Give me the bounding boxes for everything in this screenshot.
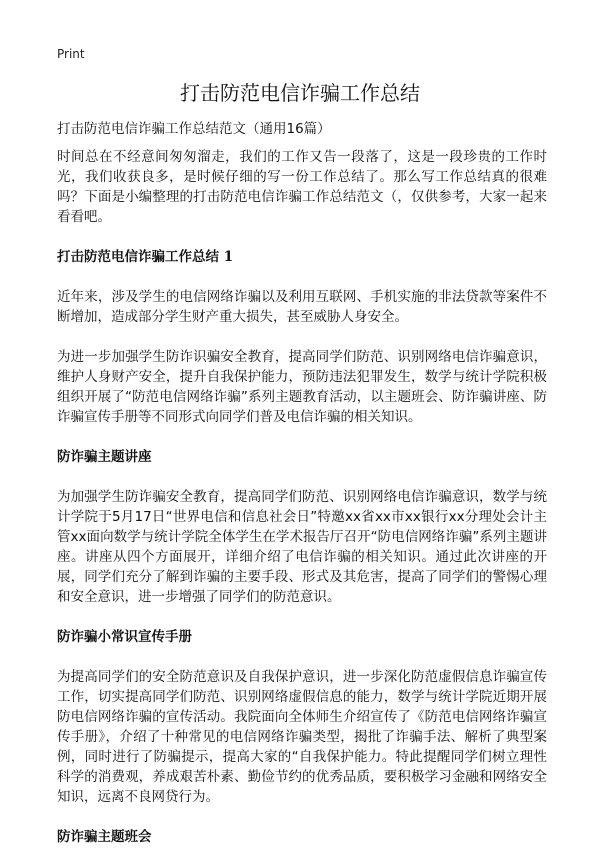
print-link[interactable]: Print xyxy=(57,47,85,61)
document-title: 打击防范电信诈骗工作总结 xyxy=(180,81,420,105)
section-heading-class-meeting: 防诈骗主题班会 xyxy=(57,829,152,845)
document-body xyxy=(57,147,547,867)
intro-paragraph: 时间总在不经意间匆匆溜走，我们的工作又告一段落了，这是一段珍贵的工作时光，我们收获良多，是时候仔细的写一份工作总结了。那么写工作总结真的很难吗？下面是小编整理的打击防范电信诈骗工作总结范文（，仅供参考，大家一起来看看吧。 xyxy=(57,149,547,225)
section-heading-handbook: 防诈骗小常识宣传手册 xyxy=(57,629,192,645)
section-heading-summary-1: 打击防范电信诈骗工作总结 1 xyxy=(57,249,234,265)
section-1-paragraph-1: 近年来，涉及学生的电信网络诈骗以及利用互联网、手机实施的非法贷款等案件不断增加，造成部分学生财产重大损失，甚至威胁人身安全。 xyxy=(57,289,547,325)
section-2-paragraph-1: 为加强学生防诈骗安全教育，提高同学们防范、识别网络电信诈骗意识，数学与统计学院于5月17日“世界电信和信息社会日”特邀xx省xx市xx银行xx分理处会计主管xx面向数学与统计学院全体学生在学术报告厅召开“防电信网络诈骗”系列主题讲座。讲座从四个方面展开，详细介绍了电信诈骗的相关知识。通过此次讲座的开展，同学们充分了解到诈骗的主要手段、形式及其危害，提高了同学们的警惕心理和安全意识，进一步增强了同学们的防范意识。 xyxy=(57,489,547,605)
section-1-paragraph-2: 为进一步加强学生防诈识骗安全教育，提高同学们防范、识别网络电信诈骗意识，维护人身财产安全，提升自我保护能力，预防违法犯罪发生，数学与统计学院积极组织开展了“防范电信网络诈骗”系列主题教育活动，以主题班会、防诈骗讲座、防诈骗宣传手册等不同形式向同学们普及电信诈骗的相关知识。 xyxy=(57,349,547,425)
section-3-paragraph-1: 为提高同学们的安全防范意识及自我保护意识，进一步深化防范虚假信息诈骗宣传工作，切实提高同学们防范、识别网络虚假信息的能力，数学与统计学院近期开展防电信网络诈骗的宣传活动。我院面向全体师生介绍宣传了《防范电信网络诈骗宣传手册》，介绍了十种常见的电信网络诈骗类型，揭批了诈骗手法、解析了典型案例，同时进行了防骗提示，提高大家的“自我保护能力。特此提醒同学们树立理性科学的消费观，养成艰苦朴素、勤俭节约的优秀品质，要积极学习金融和网络安全知识，远离不良网贷行为。 xyxy=(57,669,547,805)
document-subtitle: 打击防范电信诈骗工作总结范文（通用16篇） xyxy=(57,121,331,137)
section-heading-lecture: 防诈骗主题讲座 xyxy=(57,449,152,465)
